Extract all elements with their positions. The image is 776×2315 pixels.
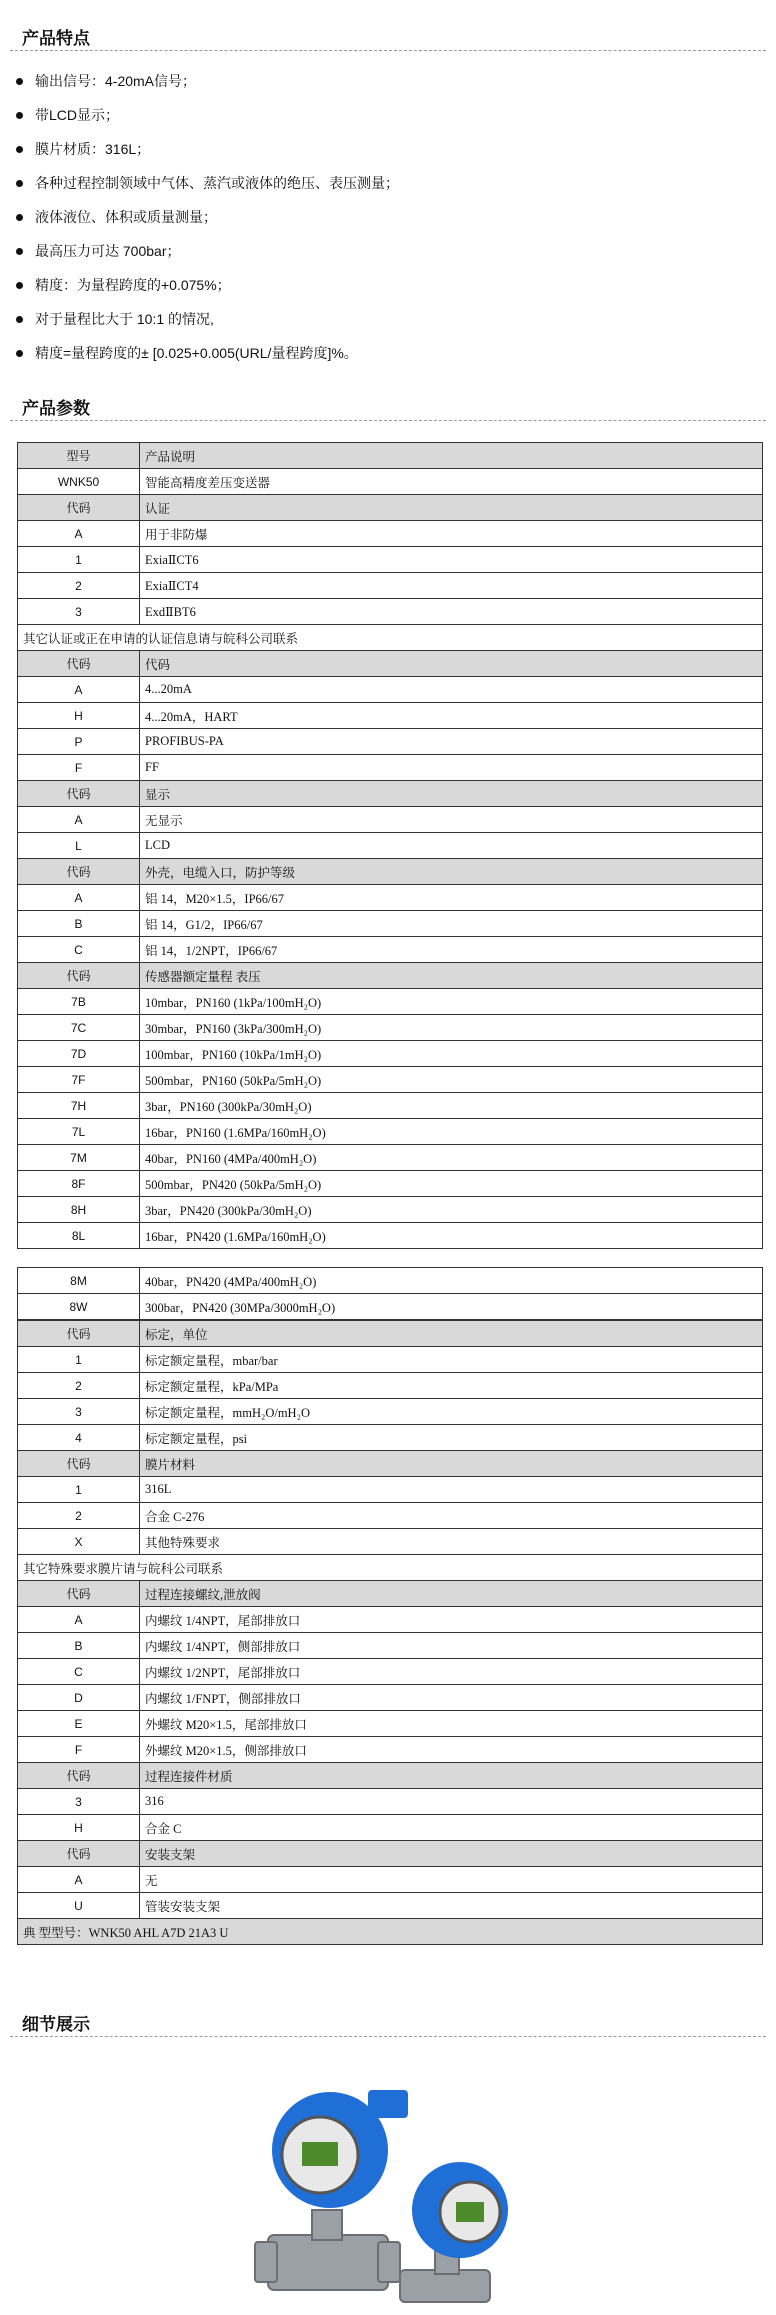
table-row: [18, 677, 763, 703]
table-row: [18, 1581, 763, 1607]
table-row: [18, 885, 763, 911]
table-row: [18, 599, 763, 625]
table-cell-code: A: [18, 521, 140, 547]
table-cell-code: 7D: [18, 1041, 140, 1067]
table-row: [18, 781, 763, 807]
table-row: [18, 1294, 763, 1321]
table-row: [18, 1347, 763, 1373]
table-cell-description: 外壳，电缆入口，防护等级: [140, 859, 763, 885]
table-cell-code: 8H: [18, 1197, 140, 1223]
flange-end: [255, 2242, 277, 2282]
table-row: [18, 1197, 763, 1223]
neck: [312, 2210, 342, 2240]
lcd-display: [302, 2142, 338, 2166]
table-cell-code: U: [18, 1893, 140, 1919]
table-row: [18, 859, 763, 885]
table-row: [18, 703, 763, 729]
table-row: [18, 1659, 763, 1685]
table-cell-description: 传感器额定量程 表压: [140, 963, 763, 989]
table-cell-code: X: [18, 1529, 140, 1555]
feature-item: 对于量程比大于 10:1 的情况,: [12, 302, 399, 336]
table-row: [18, 1685, 763, 1711]
transmitter-left: [255, 2090, 408, 2290]
table-cell-code: 代码: [18, 1763, 140, 1789]
table-cell-code: 3: [18, 1399, 140, 1425]
table-cell-description: 外螺纹 M20×1.5，侧部排放口: [140, 1737, 763, 1763]
section-divider: [10, 50, 766, 51]
table-row: [18, 1867, 763, 1893]
table-cell-code: 1: [18, 1477, 140, 1503]
table-cell-description: 16bar，PN420 (1.6MPa/160mH₂O): [140, 1223, 763, 1249]
table-cell-description: 内螺纹 1/4NPT，侧部排放口: [140, 1633, 763, 1659]
table-cell-description: ExiaⅡCT6: [140, 547, 763, 573]
table-cell-code: 8M: [18, 1268, 140, 1294]
table-cell-code: 2: [18, 1503, 140, 1529]
table-note: 其它认证或正在申请的认证信息请与皖科公司联系: [18, 625, 763, 651]
table-row: [18, 1067, 763, 1093]
table-cell-code: 代码: [18, 781, 140, 807]
table-cell-code: 8W: [18, 1294, 140, 1321]
table-row: [18, 1399, 763, 1425]
table-cell-code: C: [18, 1659, 140, 1685]
table-cell-description: 合金 C: [140, 1815, 763, 1841]
table-cell-code: L: [18, 833, 140, 859]
table-row: [18, 1015, 763, 1041]
table-cell-code: 8L: [18, 1223, 140, 1249]
table-cell-code: 代码: [18, 1581, 140, 1607]
table-cell-code: 3: [18, 599, 140, 625]
table-row: [18, 1555, 763, 1581]
table-note: 其它特殊要求膜片请与皖科公司联系: [18, 1555, 763, 1581]
table-cell-description: 智能高精度差压变送器: [140, 469, 763, 495]
table-row: [18, 1268, 763, 1294]
table-cell-description: 500mbar，PN160 (50kPa/5mH₂O): [140, 1067, 763, 1093]
table-row: [18, 1607, 763, 1633]
table-cell-description: 4...20mA: [140, 677, 763, 703]
table-row: [18, 937, 763, 963]
table-cell-description: 代码: [140, 651, 763, 677]
table-cell-description: 铝 14，1/2NPT，IP66/67: [140, 937, 763, 963]
table-cell-code: A: [18, 1607, 140, 1633]
table-row: [18, 729, 763, 755]
table-cell-code: E: [18, 1711, 140, 1737]
table-cell-description: 316L: [140, 1477, 763, 1503]
spec-table-part-1: [17, 442, 763, 1249]
table-row: [18, 1171, 763, 1197]
table-cell-code: 8F: [18, 1171, 140, 1197]
table-cell-description: 产品说明: [140, 443, 763, 469]
table-row: [18, 1093, 763, 1119]
table-row: [18, 547, 763, 573]
table-cell-description: 合金 C-276: [140, 1503, 763, 1529]
table-row: [18, 1503, 763, 1529]
table-cell-description: 4...20mA，HART: [140, 703, 763, 729]
features-list: [12, 64, 399, 370]
table-row: [18, 1119, 763, 1145]
table-cell-code: 7H: [18, 1093, 140, 1119]
table-cell-description: 用于非防爆: [140, 521, 763, 547]
table-row: [18, 1815, 763, 1841]
feature-item: 液体液位、体积或质量测量；: [12, 200, 399, 234]
table-cell-description: 标定，单位: [140, 1320, 763, 1347]
table-cell-code: 代码: [18, 963, 140, 989]
table-cell-code: C: [18, 937, 140, 963]
table-cell-description: LCD: [140, 833, 763, 859]
table-row: [18, 1223, 763, 1249]
table-row: [18, 963, 763, 989]
lcd-display: [456, 2202, 484, 2222]
table-cell-description: 内螺纹 1/4NPT，尾部排放口: [140, 1607, 763, 1633]
feature-item: 各种过程控制领域中气体、蒸汽或液体的绝压、表压测量；: [12, 166, 399, 200]
cable-gland: [368, 2090, 408, 2118]
table-cell-description: 16bar，PN160 (1.6MPa/160mH₂O): [140, 1119, 763, 1145]
flange-end: [378, 2242, 400, 2282]
table-cell-description: 316: [140, 1789, 763, 1815]
table-row: [18, 521, 763, 547]
table-cell-code: D: [18, 1685, 140, 1711]
table-cell-description: FF: [140, 755, 763, 781]
details-section-title: 细节展示: [22, 2015, 90, 2034]
table-cell-description: 无显示: [140, 807, 763, 833]
table-cell-description: 铝 14，M20×1.5，IP66/67: [140, 885, 763, 911]
table-row: [18, 1145, 763, 1171]
features-section-title: 产品特点: [22, 29, 90, 48]
table-cell-description: 40bar，PN420 (4MPa/400mH₂O): [140, 1268, 763, 1294]
table-cell-description: 40bar，PN160 (4MPa/400mH₂O): [140, 1145, 763, 1171]
feature-item: 输出信号：4-20mA信号；: [12, 64, 399, 98]
feature-item: 带LCD显示；: [12, 98, 399, 132]
table-row: [18, 1919, 763, 1945]
table-row: [18, 1893, 763, 1919]
table-cell-code: P: [18, 729, 140, 755]
table-cell-code: A: [18, 1867, 140, 1893]
table-cell-description: 100mbar，PN160 (10kPa/1mH₂O): [140, 1041, 763, 1067]
table-cell-code: 2: [18, 573, 140, 599]
table-cell-code: 代码: [18, 1320, 140, 1347]
table-row: [18, 833, 763, 859]
table-cell-code: 3: [18, 1789, 140, 1815]
table-row: [18, 1633, 763, 1659]
table-row: [18, 1711, 763, 1737]
table-cell-code: 7L: [18, 1119, 140, 1145]
table-row: [18, 1425, 763, 1451]
table-row: [18, 573, 763, 599]
table-row: [18, 755, 763, 781]
table-cell-code: 7F: [18, 1067, 140, 1093]
table-cell-code: 代码: [18, 651, 140, 677]
table-cell-code: 4: [18, 1425, 140, 1451]
table-cell-code: 代码: [18, 1451, 140, 1477]
table-row: [18, 1041, 763, 1067]
table-cell-description: 显示: [140, 781, 763, 807]
feature-item: 精度：为量程跨度的+0.075%；: [12, 268, 399, 302]
table-row: [18, 1763, 763, 1789]
table-cell-code: A: [18, 885, 140, 911]
table-cell-description: 铝 14，G1/2，IP66/67: [140, 911, 763, 937]
table-row: [18, 1841, 763, 1867]
table-cell-code: B: [18, 911, 140, 937]
table-cell-description: 内螺纹 1/FNPT，侧部排放口: [140, 1685, 763, 1711]
table-row: [18, 1737, 763, 1763]
table-row: [18, 469, 763, 495]
table-row: [18, 1529, 763, 1555]
feature-item: 精度=量程跨度的± [0.025+0.005(URL/量程跨度]%。: [12, 336, 399, 370]
transmitter-product-photo: [250, 2060, 540, 2310]
table-cell-description: 3bar，PN160 (300kPa/30mH₂O): [140, 1093, 763, 1119]
table-cell-description: 安装支架: [140, 1841, 763, 1867]
table-cell-code: 型号: [18, 443, 140, 469]
flange-body: [268, 2235, 388, 2290]
table-row: [18, 443, 763, 469]
table-cell-code: B: [18, 1633, 140, 1659]
section-divider: [10, 420, 766, 421]
table-cell-description: 外螺纹 M20×1.5，尾部排放口: [140, 1711, 763, 1737]
table-row: [18, 495, 763, 521]
table-cell-description: ExiaⅡCT4: [140, 573, 763, 599]
table-cell-description: 3bar，PN420 (300kPa/30mH₂O): [140, 1197, 763, 1223]
table-row: [18, 625, 763, 651]
feature-item: 最高压力可达 700bar；: [12, 234, 399, 268]
table-cell-description: 标定额定量程，psi: [140, 1425, 763, 1451]
table-cell-code: 2: [18, 1373, 140, 1399]
table-cell-code: H: [18, 1815, 140, 1841]
table-cell-code: A: [18, 807, 140, 833]
table-cell-description: 标定额定量程，mbar/bar: [140, 1347, 763, 1373]
table-cell-code: F: [18, 755, 140, 781]
table-row: [18, 807, 763, 833]
transmitter-right: [400, 2162, 508, 2302]
table-cell-code: F: [18, 1737, 140, 1763]
feature-item: 膜片材质：316L；: [12, 132, 399, 166]
table-cell-description: 300bar，PN420 (30MPa/3000mH₂O): [140, 1294, 763, 1321]
table-cell-description: 30mbar，PN160 (3kPa/300mH₂O): [140, 1015, 763, 1041]
table-row: [18, 1320, 763, 1347]
section-divider: [10, 2036, 766, 2037]
table-cell-code: H: [18, 703, 140, 729]
table-cell-description: 过程连接件材质: [140, 1763, 763, 1789]
table-cell-code: 7B: [18, 989, 140, 1015]
table-cell-code: 代码: [18, 859, 140, 885]
table-row: [18, 1373, 763, 1399]
table-cell-code: 代码: [18, 1841, 140, 1867]
table-cell-description: 标定额定量程，mmH₂O/mH₂O: [140, 1399, 763, 1425]
table-cell-description: 认证: [140, 495, 763, 521]
table-cell-description: 膜片材料: [140, 1451, 763, 1477]
table-cell-code: 7C: [18, 1015, 140, 1041]
table-row: [18, 1477, 763, 1503]
table-cell-description: 10mbar，PN160 (1kPa/100mH₂O): [140, 989, 763, 1015]
table-note: 典 型型号：WNK50 AHL A7D 21A3 U: [18, 1919, 763, 1945]
table-cell-code: 代码: [18, 495, 140, 521]
table-cell-description: ExdⅡBT6: [140, 599, 763, 625]
table-cell-code: 7M: [18, 1145, 140, 1171]
table-row: [18, 911, 763, 937]
table-cell-description: 无: [140, 1867, 763, 1893]
table-cell-description: 内螺纹 1/2NPT，尾部排放口: [140, 1659, 763, 1685]
table-cell-code: WNK50: [18, 469, 140, 495]
table-row: [18, 1789, 763, 1815]
table-cell-description: 500mbar，PN420 (50kPa/5mH₂O): [140, 1171, 763, 1197]
table-cell-description: 过程连接螺纹,泄放阀: [140, 1581, 763, 1607]
table-row: [18, 989, 763, 1015]
spec-table-part-2: [17, 1267, 763, 1945]
table-cell-description: 其他特殊要求: [140, 1529, 763, 1555]
params-section-title: 产品参数: [22, 399, 90, 418]
table-cell-code: 1: [18, 547, 140, 573]
table-cell-code: 1: [18, 1347, 140, 1373]
table-cell-description: 标定额定量程，kPa/MPa: [140, 1373, 763, 1399]
table-cell-code: A: [18, 677, 140, 703]
table-row: [18, 651, 763, 677]
table-cell-description: PROFIBUS-PA: [140, 729, 763, 755]
table-cell-description: 管装安装支架: [140, 1893, 763, 1919]
table-row: [18, 1451, 763, 1477]
